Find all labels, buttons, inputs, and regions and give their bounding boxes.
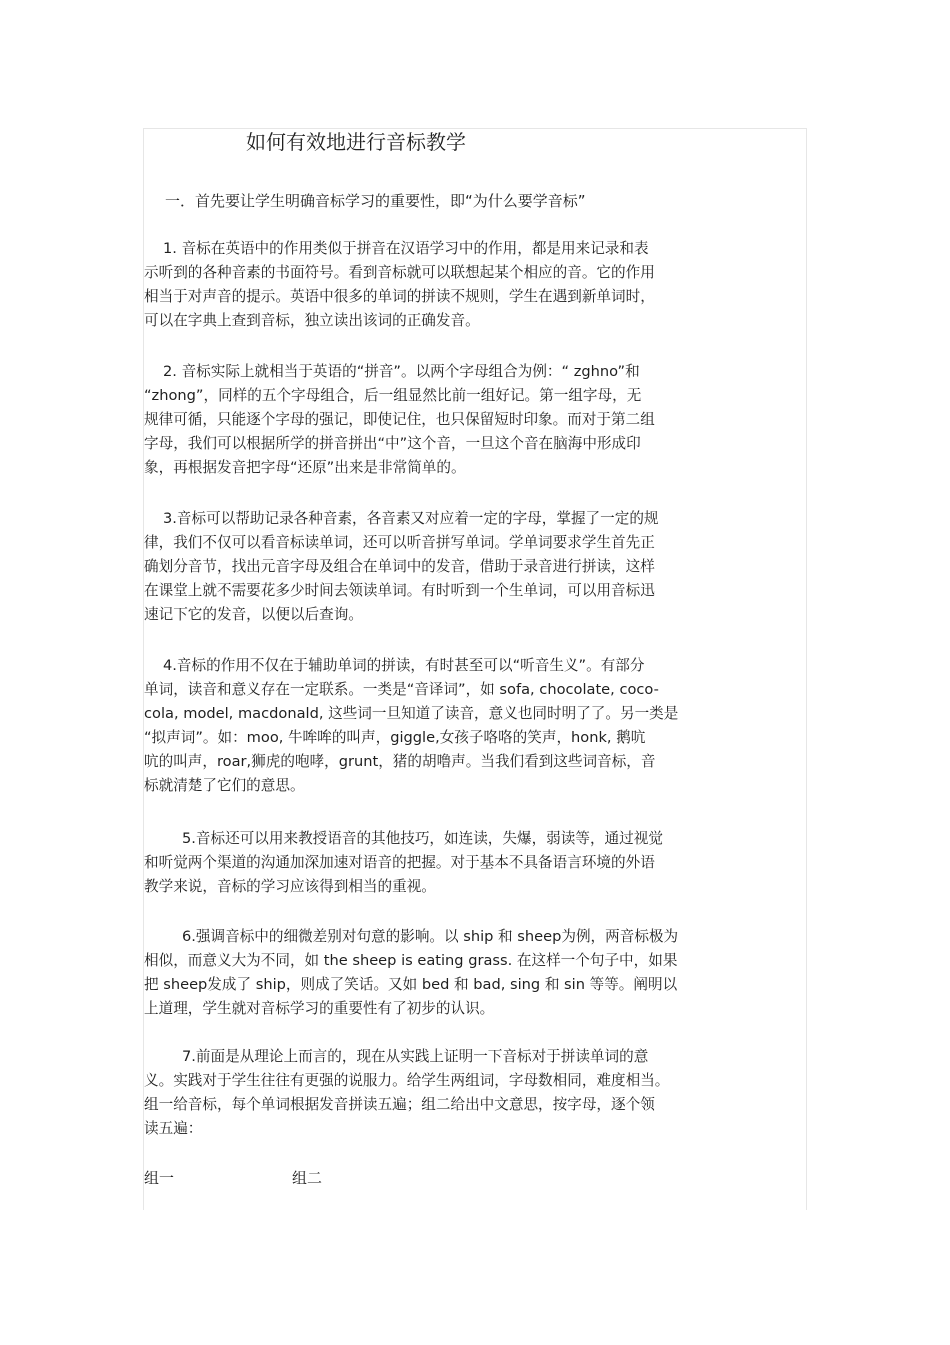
section-heading: 一．首先要让学生明确音标学习的重要性，即“为什么要学音标” (165, 192, 586, 210)
paragraph-line: 标就清楚了它们的意思。 (144, 777, 305, 794)
paragraph-line: 速记下它的发音，以便以后查询。 (144, 606, 363, 623)
paragraph-line: 可以在字典上查到音标，独立读出该词的正确发音。 (144, 312, 480, 329)
paragraph-line: 4.音标的作用不仅在于辅助单词的拼读，有时甚至可以“听音生义”。有部分 (163, 657, 645, 674)
paragraph-line: cola, model, macdonald, 这些词一旦知道了读音，意义也同时明了了。另一类是 (144, 705, 679, 722)
group-one-label: 组一 (144, 1169, 175, 1187)
paragraph-line: 规律可循，只能逐个字母的强记，即使记住，也只保留短时印象。而对于第二组 (144, 411, 655, 428)
paragraph-1 (144, 237, 808, 333)
paragraph-3 (144, 507, 808, 627)
paragraph-line: “拟声词”。如：moo, 牛哞哞的叫声，giggle,女孩子咯咯的笑声，honk, 鹅吭 (144, 729, 646, 746)
paragraph-line: 上道理，学生就对音标学习的重要性有了初步的认识。 (144, 1000, 495, 1017)
paragraph-line: 在课堂上就不需要花多少时间去领读单词。有时听到一个生单词，可以用音标迅 (144, 582, 655, 599)
paragraph-line: 把 sheep发成了 ship，则成了笑话。又如 bed 和 bad, sing 和 sin 等等。阐明以 (144, 976, 678, 993)
paragraph-line: 教学来说，音标的学习应该得到相当的重视。 (144, 878, 436, 895)
paragraph-line: 象，再根据发音把字母“还原”出来是非常简单的。 (144, 459, 466, 476)
paragraph-line: “zhong”，同样的五个字母组合，后一组显然比前一组好记。第一组字母，无 (144, 387, 642, 404)
paragraph-line: 字母，我们可以根据所学的拼音拼出“中”这个音，一旦这个音在脑海中形成印 (144, 435, 641, 452)
paragraph-2 (144, 360, 808, 480)
paragraph-4 (144, 654, 808, 798)
paragraph-line: 吭的叫声，roar,狮虎的咆哮，grunt，猪的胡噜声。当我们看到这些词音标，音 (144, 753, 656, 770)
paragraph-line: 1. 音标在英语中的作用类似于拼音在汉语学习中的作用，都是用来记录和表 (163, 240, 649, 257)
paragraph-line: 7.前面是从理论上而言的，现在从实践上证明一下音标对于拼读单词的意 (182, 1048, 649, 1065)
paragraph-line: 相当于对声音的提示。英语中很多的单词的拼读不规则，学生在遇到新单词时， (144, 288, 655, 305)
paragraph-line: 义。实践对于学生往往有更强的说服力。给学生两组词，字母数相同，难度相当。 (144, 1072, 670, 1089)
paragraph-line: 2. 音标实际上就相当于英语的“拼音”。以两个字母组合为例：“ zghno”和 (163, 363, 640, 380)
document-title: 如何有效地进行音标教学 (246, 130, 466, 154)
paragraph-6 (144, 925, 808, 1021)
paragraph-line: 示听到的各种音素的书面符号。看到音标就可以联想起某个相应的音。它的作用 (144, 264, 655, 281)
paragraph-line: 律，我们不仅可以看音标读单词，还可以听音拼写单词。学单词要求学生首先正 (144, 534, 655, 551)
paragraph-line: 确划分音节，找出元音字母及组合在单词中的发音，借助于录音进行拼读，这样 (144, 558, 655, 575)
paragraph-line: 6.强调音标中的细微差别对句意的影响。以 ship 和 sheep为例，两音标极为 (182, 928, 679, 945)
paragraph-line: 单词，读音和意义存在一定联系。一类是“音译词”，如 sofa, chocolate, coco- (144, 681, 659, 698)
paragraph-line: 3.音标可以帮助记录各种音素，各音素又对应着一定的字母，掌握了一定的规 (163, 510, 659, 527)
paragraph-5 (144, 827, 808, 899)
paragraph-line: 组一给音标，每个单词根据发音拼读五遍；组二给出中文意思，按字母，逐个领 (144, 1096, 655, 1113)
paragraph-line: 读五遍： (144, 1120, 203, 1137)
page-frame-top-border (143, 128, 807, 129)
paragraph-line: 和听觉两个渠道的沟通加深加速对语音的把握。对于基本不具备语言环境的外语 (144, 854, 655, 871)
group-two-label: 组二 (292, 1169, 323, 1187)
paragraph-7 (144, 1045, 808, 1141)
paragraph-line: 相似，而意义大为不同，如 the sheep is eating grass. 在这样一个句子中，如果 (144, 952, 678, 969)
paragraph-line: 5.音标还可以用来教授语音的其他技巧，如连读，失爆，弱读等，通过视觉 (182, 830, 663, 847)
